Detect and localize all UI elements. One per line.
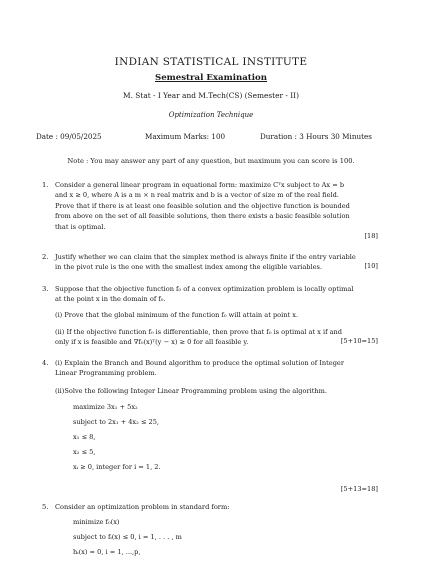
question-3-part-i: (i) Prove that the global minimum of the function f₀ will attain at point x. xyxy=(55,311,299,319)
opt-constraint: subject to fᵢ(x) ≤ 0, i = 1, . . . , m xyxy=(73,533,182,541)
question-line: in the pivot rule is the one with the smallest index among the eligible variables. xyxy=(55,263,323,272)
question-line: Prove that if there is at least one feasible solution and the objective function is bounded xyxy=(55,201,350,210)
question-number: 1. xyxy=(42,181,49,189)
question-4-marks: [5+13=18] xyxy=(340,485,378,493)
max-marks: Maximum Marks: 100 xyxy=(145,132,226,141)
question-number: 5. xyxy=(42,503,49,511)
subject-title: Optimization Technique xyxy=(168,111,254,119)
exam-date: Date : 09/05/2025 xyxy=(36,132,102,141)
ilp-constraint: xᵢ ≥ 0, integer for i = 1, 2. xyxy=(73,463,161,471)
question-4-part-ii: (ii)Solve the following Integer Linear Programming problem using the algorithm. xyxy=(55,387,327,395)
question-2-marks: [10] xyxy=(364,262,378,270)
question-line: Consider a general linear program in equational form: maximize Cᵀx subject to Ax = b xyxy=(55,181,345,189)
question-line: and x ≥ 0, where A is a m × n real matrix and b is a vector of size m of the real field. xyxy=(55,191,339,200)
question-number: 4. xyxy=(42,359,49,367)
ilp-constraint: x₂ ≤ 5, xyxy=(73,448,96,456)
question-number: 2. xyxy=(42,253,49,261)
question-line: that is optimal. xyxy=(55,222,106,231)
institute-title: INDIAN STATISTICAL INSTITUTE xyxy=(114,56,308,68)
question-line: only if x is feasible and ∇f₀(x)ᵀ(y − x) ≥ 0 for all feasible y. xyxy=(55,338,249,347)
question-line: Suppose that the objective function f₀ of a convex optimization problem is locally optimal xyxy=(55,285,354,293)
ilp-objective: maximize 3x₁ + 5x₂ xyxy=(73,403,138,411)
question-line: (i) Explain the Branch and Bound algorithm to produce the optimal solution of Integer xyxy=(55,359,344,367)
question-line: (ii) If the objective function f₀ is differentiable, then prove that f₀ is optimal at x if and xyxy=(55,328,343,336)
question-1-marks: [18] xyxy=(364,232,378,240)
question-3-text xyxy=(55,284,390,305)
question-line: Linear Programming problem. xyxy=(55,369,157,378)
question-line: from above on the set of all feasible solutions, then there exists a basic feasible solution xyxy=(55,212,350,221)
question-4-text xyxy=(55,358,390,379)
exam-duration: Duration : 3 Hours 30 Minutes xyxy=(260,132,372,141)
question-3-marks: [5+10=15] xyxy=(340,337,378,345)
program-line: M. Stat - I Year and M.Tech(CS) (Semester - II) xyxy=(123,91,299,100)
question-line: at the point x in the domain of f₀. xyxy=(55,295,166,304)
question-5-text: Consider an optimization problem in standard form: xyxy=(55,503,230,511)
question-number: 3. xyxy=(42,285,49,293)
question-1-text xyxy=(55,180,390,232)
opt-objective: minimize f₀(x) xyxy=(73,518,120,526)
exam-note: Note : You may answer any part of any question, but maximum you can score is 100. xyxy=(67,157,355,165)
exam-title: Semestral Examination xyxy=(154,73,268,83)
ilp-constraint: x₁ ≤ 8, xyxy=(73,433,96,441)
opt-constraint: hᵢ(x) = 0, i = 1, ...,p, xyxy=(73,548,141,556)
ilp-constraint: subject to 2x₁ + 4x₂ ≤ 25, xyxy=(73,418,159,426)
question-line: Justify whether we can claim that the simplex method is always finite if the entry variable xyxy=(55,253,356,261)
